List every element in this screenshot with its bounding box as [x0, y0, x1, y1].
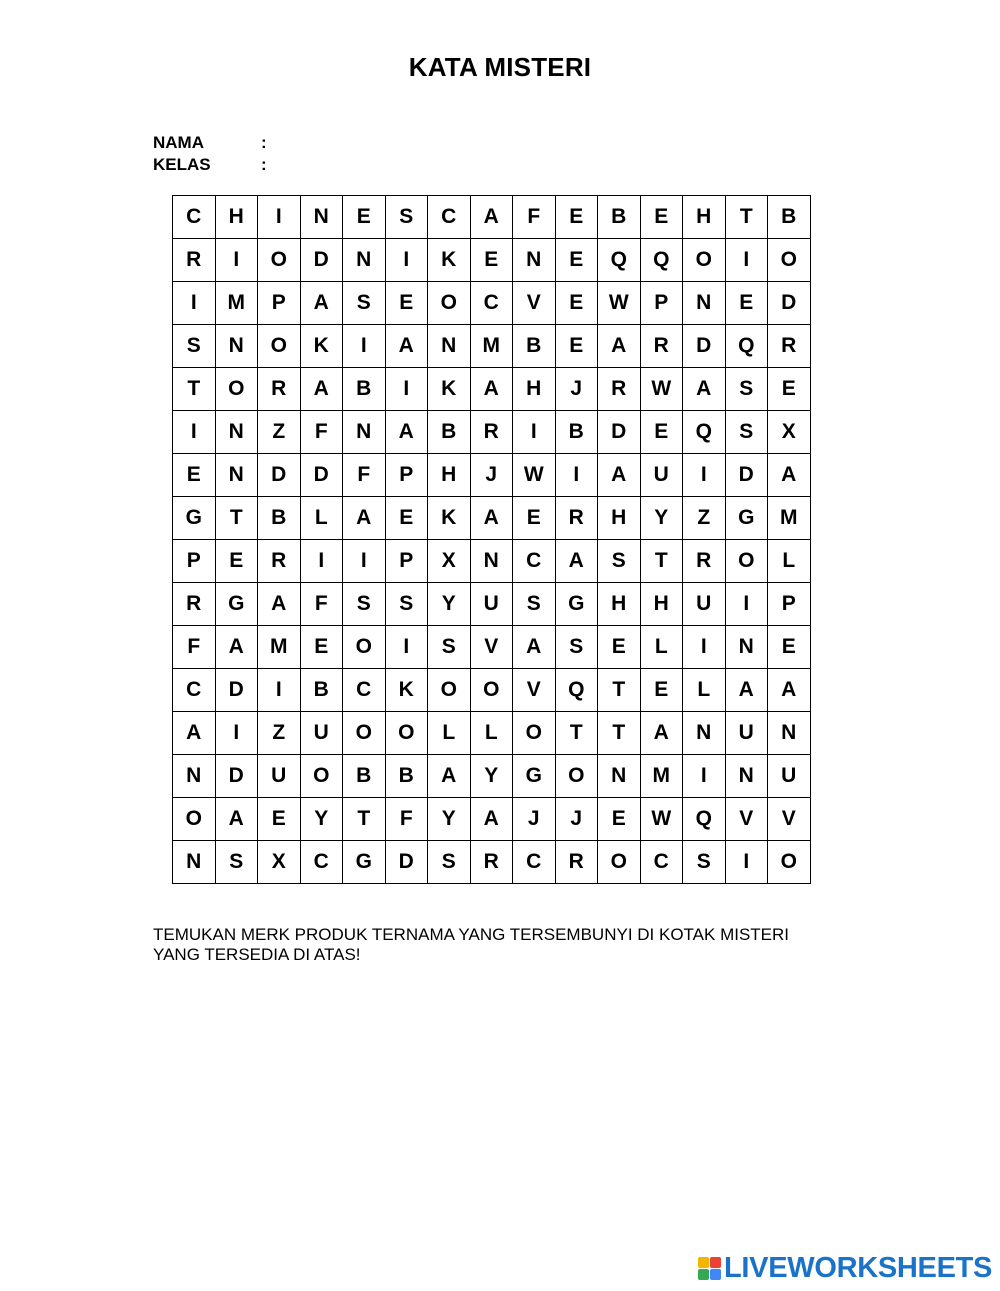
grid-cell[interactable]: R [173, 239, 216, 282]
grid-cell[interactable]: E [555, 282, 598, 325]
grid-cell[interactable]: R [768, 325, 811, 368]
grid-cell[interactable]: I [385, 239, 428, 282]
grid-cell[interactable]: E [385, 282, 428, 325]
grid-cell[interactable]: A [513, 626, 556, 669]
logo-square [698, 1257, 709, 1268]
grid-cell[interactable]: Q [683, 798, 726, 841]
grid-cell[interactable]: N [215, 325, 258, 368]
grid-cell[interactable]: L [683, 669, 726, 712]
grid-cell[interactable]: I [385, 626, 428, 669]
grid-cell[interactable]: C [513, 841, 556, 884]
grid-cell[interactable]: A [470, 368, 513, 411]
grid-cell[interactable]: U [725, 712, 768, 755]
grid-cell[interactable]: O [258, 239, 301, 282]
grid-row [173, 583, 811, 626]
grid-cell[interactable]: I [258, 669, 301, 712]
grid-cell[interactable]: E [258, 798, 301, 841]
grid-cell[interactable]: I [683, 454, 726, 497]
grid-cell[interactable]: X [258, 841, 301, 884]
grid-cell[interactable]: I [385, 368, 428, 411]
grid-cell[interactable]: W [640, 798, 683, 841]
grid-cell[interactable]: R [683, 540, 726, 583]
grid-cell[interactable]: N [725, 755, 768, 798]
grid-cell[interactable]: A [768, 454, 811, 497]
grid-cell[interactable]: A [683, 368, 726, 411]
grid-cell[interactable]: N [768, 712, 811, 755]
grid-row [173, 239, 811, 282]
grid-cell[interactable]: N [173, 755, 216, 798]
grid-row [173, 325, 811, 368]
grid-cell[interactable]: Y [470, 755, 513, 798]
grid-cell[interactable]: W [598, 282, 641, 325]
grid-cell[interactable]: M [640, 755, 683, 798]
grid-row [173, 497, 811, 540]
grid-cell[interactable]: T [725, 196, 768, 239]
grid-row [173, 454, 811, 497]
student-info-fields [153, 132, 267, 176]
grid-cell[interactable]: E [768, 368, 811, 411]
grid-cell[interactable]: H [428, 454, 471, 497]
grid-cell[interactable]: J [470, 454, 513, 497]
grid-cell[interactable]: C [173, 196, 216, 239]
grid-cell[interactable]: O [725, 540, 768, 583]
logo-square [698, 1269, 709, 1280]
grid-cell[interactable]: F [300, 583, 343, 626]
grid-cell[interactable]: T [343, 798, 386, 841]
grid-cell[interactable]: S [215, 841, 258, 884]
grid-cell[interactable]: U [640, 454, 683, 497]
grid-cell[interactable]: W [513, 454, 556, 497]
grid-cell[interactable]: L [428, 712, 471, 755]
grid-cell[interactable]: S [513, 583, 556, 626]
grid-cell[interactable]: V [768, 798, 811, 841]
class-separator: : [261, 155, 267, 174]
grid-cell[interactable]: V [513, 282, 556, 325]
grid-cell[interactable]: I [215, 712, 258, 755]
grid-cell[interactable]: O [343, 712, 386, 755]
grid-cell[interactable]: D [300, 454, 343, 497]
grid-cell[interactable]: I [343, 325, 386, 368]
grid-cell[interactable]: S [343, 583, 386, 626]
grid-cell[interactable]: M [470, 325, 513, 368]
grid-cell[interactable]: F [300, 411, 343, 454]
grid-cell[interactable]: N [300, 196, 343, 239]
grid-cell[interactable]: M [768, 497, 811, 540]
grid-cell[interactable]: S [598, 540, 641, 583]
grid-cell[interactable]: R [173, 583, 216, 626]
grid-cell[interactable]: Q [683, 411, 726, 454]
grid-cell[interactable]: I [173, 411, 216, 454]
grid-cell[interactable]: A [173, 712, 216, 755]
grid-cell[interactable]: O [470, 669, 513, 712]
grid-cell[interactable]: O [598, 841, 641, 884]
grid-cell[interactable]: A [428, 755, 471, 798]
grid-cell[interactable]: A [598, 454, 641, 497]
grid-cell[interactable]: D [768, 282, 811, 325]
grid-cell[interactable]: N [725, 626, 768, 669]
grid-cell[interactable]: S [683, 841, 726, 884]
grid-cell[interactable]: S [343, 282, 386, 325]
grid-cell[interactable]: O [300, 755, 343, 798]
grid-cell[interactable]: I [725, 583, 768, 626]
grid-cell[interactable]: Y [428, 798, 471, 841]
grid-cell[interactable]: T [173, 368, 216, 411]
grid-cell[interactable]: H [640, 583, 683, 626]
grid-row [173, 368, 811, 411]
grid-cell[interactable]: I [555, 454, 598, 497]
logo-square [710, 1269, 721, 1280]
grid-cell[interactable]: A [215, 626, 258, 669]
grid-cell[interactable]: D [258, 454, 301, 497]
grid-cell[interactable]: B [343, 368, 386, 411]
grid-cell[interactable]: T [215, 497, 258, 540]
grid-cell[interactable]: K [428, 368, 471, 411]
grid-cell[interactable]: Q [555, 669, 598, 712]
grid-cell[interactable]: O [428, 669, 471, 712]
grid-cell[interactable]: S [385, 196, 428, 239]
grid-cell[interactable]: B [300, 669, 343, 712]
grid-row [173, 755, 811, 798]
grid-cell[interactable]: O [385, 712, 428, 755]
grid-cell[interactable]: E [470, 239, 513, 282]
grid-cell[interactable]: F [173, 626, 216, 669]
instruction-line-1: TEMUKAN MERK PRODUK TERNAMA YANG TERSEMBUNYI DI KOTAK MISTERI [153, 925, 790, 944]
grid-cell[interactable]: B [385, 755, 428, 798]
grid-cell[interactable]: B [258, 497, 301, 540]
grid-cell[interactable]: D [215, 669, 258, 712]
grid-cell[interactable]: P [640, 282, 683, 325]
grid-cell[interactable]: D [725, 454, 768, 497]
grid-cell[interactable]: C [470, 282, 513, 325]
grid-cell[interactable]: O [768, 841, 811, 884]
grid-cell[interactable]: A [598, 325, 641, 368]
grid-cell[interactable]: X [428, 540, 471, 583]
grid-cell[interactable]: S [555, 626, 598, 669]
grid-cell[interactable]: E [640, 196, 683, 239]
grid-cell[interactable]: A [555, 540, 598, 583]
grid-cell[interactable]: O [343, 626, 386, 669]
grid-cell[interactable]: C [513, 540, 556, 583]
grid-cell[interactable]: F [513, 196, 556, 239]
class-field [153, 154, 267, 176]
grid-cell[interactable]: M [258, 626, 301, 669]
grid-cell[interactable]: D [385, 841, 428, 884]
grid-cell[interactable]: S [725, 411, 768, 454]
grid-row [173, 626, 811, 669]
grid-cell[interactable]: N [173, 841, 216, 884]
grid-cell[interactable]: D [683, 325, 726, 368]
grid-cell[interactable]: A [385, 325, 428, 368]
grid-cell[interactable]: E [555, 196, 598, 239]
grid-cell[interactable]: S [385, 583, 428, 626]
grid-cell[interactable]: U [470, 583, 513, 626]
grid-cell[interactable]: E [173, 454, 216, 497]
grid-cell[interactable]: I [725, 239, 768, 282]
grid-cell[interactable]: I [258, 196, 301, 239]
grid-cell[interactable]: T [598, 712, 641, 755]
class-label: KELAS [153, 155, 211, 174]
grid-cell[interactable]: R [598, 368, 641, 411]
grid-cell[interactable]: H [683, 196, 726, 239]
grid-cell[interactable]: U [683, 583, 726, 626]
grid-cell[interactable]: C [428, 196, 471, 239]
grid-cell[interactable]: G [343, 841, 386, 884]
grid-cell[interactable]: C [173, 669, 216, 712]
grid-cell[interactable]: I [300, 540, 343, 583]
grid-cell[interactable]: P [768, 583, 811, 626]
grid-cell[interactable]: G [555, 583, 598, 626]
grid-cell[interactable]: E [215, 540, 258, 583]
grid-cell[interactable]: A [470, 798, 513, 841]
grid-cell[interactable]: B [428, 411, 471, 454]
grid-cell[interactable]: A [258, 583, 301, 626]
grid-cell[interactable]: O [768, 239, 811, 282]
grid-cell[interactable]: S [428, 841, 471, 884]
grid-cell[interactable]: R [555, 497, 598, 540]
grid-cell[interactable]: O [555, 755, 598, 798]
grid-cell[interactable]: N [343, 239, 386, 282]
grid-cell[interactable]: U [768, 755, 811, 798]
name-label: NAMA [153, 133, 204, 152]
grid-cell[interactable]: F [385, 798, 428, 841]
grid-cell[interactable]: G [215, 583, 258, 626]
grid-cell[interactable]: E [768, 626, 811, 669]
grid-cell[interactable]: Z [683, 497, 726, 540]
grid-cell[interactable]: A [300, 368, 343, 411]
grid-cell[interactable]: Z [258, 712, 301, 755]
grid-cell[interactable]: A [768, 669, 811, 712]
grid-cell[interactable]: R [258, 368, 301, 411]
grid-cell[interactable]: N [428, 325, 471, 368]
grid-cell[interactable]: W [640, 368, 683, 411]
grid-cell[interactable]: L [640, 626, 683, 669]
grid-cell[interactable]: E [598, 626, 641, 669]
grid-cell[interactable]: V [725, 798, 768, 841]
grid-cell[interactable]: P [258, 282, 301, 325]
grid-cell[interactable]: E [385, 497, 428, 540]
grid-cell[interactable]: I [725, 841, 768, 884]
grid-cell[interactable]: O [215, 368, 258, 411]
grid-cell[interactable]: I [513, 411, 556, 454]
grid-cell[interactable]: C [640, 841, 683, 884]
grid-cell[interactable]: M [215, 282, 258, 325]
grid-cell[interactable]: C [300, 841, 343, 884]
grid-cell[interactable]: R [555, 841, 598, 884]
grid-cell[interactable]: Y [640, 497, 683, 540]
grid-cell[interactable]: B [343, 755, 386, 798]
grid-cell[interactable]: Q [640, 239, 683, 282]
grid-cell[interactable]: U [258, 755, 301, 798]
grid-cell[interactable]: E [555, 239, 598, 282]
grid-cell[interactable]: B [513, 325, 556, 368]
grid-cell[interactable]: E [555, 325, 598, 368]
liveworksheets-brand[interactable] [698, 1252, 992, 1285]
grid-cell[interactable]: P [385, 454, 428, 497]
grid-cell[interactable]: A [385, 411, 428, 454]
grid-cell[interactable]: I [683, 626, 726, 669]
grid-cell[interactable]: I [215, 239, 258, 282]
grid-cell[interactable]: O [173, 798, 216, 841]
grid-cell[interactable]: A [343, 497, 386, 540]
grid-cell[interactable]: V [470, 626, 513, 669]
grid-cell[interactable]: G [513, 755, 556, 798]
grid-cell[interactable]: D [598, 411, 641, 454]
grid-row [173, 540, 811, 583]
grid-cell[interactable]: R [470, 411, 513, 454]
grid-cell[interactable]: H [598, 497, 641, 540]
instruction-text [153, 925, 873, 965]
grid-cell[interactable]: A [470, 196, 513, 239]
grid-cell[interactable]: D [215, 755, 258, 798]
grid-cell[interactable]: A [470, 497, 513, 540]
grid-cell[interactable]: O [683, 239, 726, 282]
grid-cell[interactable]: Q [725, 325, 768, 368]
grid-cell[interactable]: H [513, 368, 556, 411]
grid-cell[interactable]: S [173, 325, 216, 368]
grid-cell[interactable]: T [598, 669, 641, 712]
grid-cell[interactable]: Q [598, 239, 641, 282]
grid-cell[interactable]: N [215, 454, 258, 497]
grid-cell[interactable]: B [768, 196, 811, 239]
grid-cell[interactable]: K [385, 669, 428, 712]
grid-cell[interactable]: N [683, 282, 726, 325]
grid-cell[interactable]: F [343, 454, 386, 497]
grid-cell[interactable]: X [768, 411, 811, 454]
grid-cell[interactable]: H [215, 196, 258, 239]
grid-cell[interactable]: R [470, 841, 513, 884]
grid-row [173, 798, 811, 841]
instruction-line-2: YANG TERSEDIA DI ATAS! [153, 945, 361, 964]
grid-row [173, 669, 811, 712]
grid-cell[interactable]: T [555, 712, 598, 755]
grid-cell[interactable]: N [470, 540, 513, 583]
grid-cell[interactable]: J [555, 798, 598, 841]
grid-cell[interactable]: N [598, 755, 641, 798]
liveworksheets-logo-icon [698, 1257, 721, 1280]
grid-row [173, 282, 811, 325]
grid-cell[interactable]: Z [258, 411, 301, 454]
grid-cell[interactable]: K [300, 325, 343, 368]
grid-cell[interactable]: I [173, 282, 216, 325]
grid-cell[interactable]: N [513, 239, 556, 282]
grid-cell[interactable]: R [258, 540, 301, 583]
grid-cell[interactable]: E [300, 626, 343, 669]
grid-cell[interactable]: Y [300, 798, 343, 841]
grid-cell[interactable]: A [640, 712, 683, 755]
grid-cell[interactable]: R [640, 325, 683, 368]
grid-cell[interactable]: A [215, 798, 258, 841]
page-title: KATA MISTERI [408, 52, 592, 82]
word-search-grid [172, 195, 811, 884]
grid-row [173, 196, 811, 239]
grid-cell[interactable]: A [300, 282, 343, 325]
grid-cell[interactable]: L [300, 497, 343, 540]
grid-cell[interactable]: K [428, 497, 471, 540]
grid-cell[interactable]: J [513, 798, 556, 841]
name-separator: : [261, 133, 267, 152]
grid-cell[interactable]: B [598, 196, 641, 239]
grid-cell[interactable]: U [300, 712, 343, 755]
grid-cell[interactable]: O [513, 712, 556, 755]
grid-cell[interactable]: P [385, 540, 428, 583]
grid-cell[interactable]: Y [428, 583, 471, 626]
grid-cell[interactable]: T [640, 540, 683, 583]
grid-cell[interactable]: E [513, 497, 556, 540]
grid-cell[interactable]: N [215, 411, 258, 454]
grid-cell[interactable]: G [725, 497, 768, 540]
brand-name: LIVEWORKSHEETS [724, 1252, 993, 1284]
grid-cell[interactable]: J [555, 368, 598, 411]
logo-square [710, 1257, 721, 1268]
grid-cell[interactable]: P [173, 540, 216, 583]
name-field [153, 132, 267, 154]
grid-cell[interactable]: O [428, 282, 471, 325]
grid-cell[interactable]: L [768, 540, 811, 583]
grid-cell[interactable]: B [555, 411, 598, 454]
grid-cell[interactable]: N [343, 411, 386, 454]
grid-row [173, 712, 811, 755]
grid-row [173, 411, 811, 454]
grid-cell[interactable]: I [343, 540, 386, 583]
grid-cell[interactable]: E [725, 282, 768, 325]
grid-cell[interactable]: E [598, 798, 641, 841]
grid-cell[interactable]: C [343, 669, 386, 712]
grid-cell[interactable]: N [683, 712, 726, 755]
grid-cell[interactable]: D [300, 239, 343, 282]
grid-cell[interactable]: H [598, 583, 641, 626]
grid-cell[interactable]: G [173, 497, 216, 540]
grid-row [173, 841, 811, 884]
grid-cell[interactable]: E [640, 669, 683, 712]
grid-cell[interactable]: K [428, 239, 471, 282]
grid-cell[interactable]: I [683, 755, 726, 798]
grid-cell[interactable]: E [640, 411, 683, 454]
grid-cell[interactable]: S [428, 626, 471, 669]
grid-cell[interactable]: A [725, 669, 768, 712]
grid-cell[interactable]: E [343, 196, 386, 239]
grid-cell[interactable]: V [513, 669, 556, 712]
grid-cell[interactable]: L [470, 712, 513, 755]
grid-cell[interactable]: S [725, 368, 768, 411]
grid-cell[interactable]: O [258, 325, 301, 368]
